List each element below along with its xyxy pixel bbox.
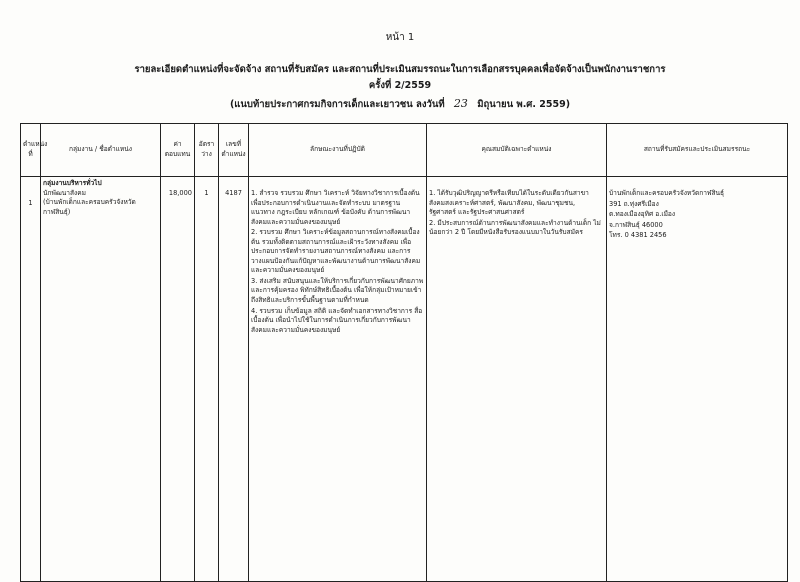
annex-suffix: มิถุนายน พ.ศ. 2559): [477, 99, 571, 110]
duty-item: 3. ส่งเสริม สนับสนุนและให้บริการเกี่ยวกับการพัฒนาศักยภาพและการคุ้มครอง พิทักษ์สิทธิเบื้องต้น เพื่อให้กลุ่มเป้าหมายเข้าถึงสิทธิและบริการขั้นพื้นฐานตามที่กำหนด: [251, 276, 424, 305]
location-line: โทร. 0 4381 2456: [609, 231, 667, 240]
col-header-salary: ค่าตอบแทน: [161, 124, 195, 177]
position-unit: (บ้านพักเด็กและครอบครัวจังหวัดกาฬสินธุ์): [43, 198, 136, 216]
qualification-item: 2. มีประสบการณ์ด้านการพัฒนาสังคมและทำงานด้านเด็ก ไม่น้อยกว่า 2 ปี โดยมีหนังสือรับรองแนบมาในวันรับสมัคร: [429, 218, 601, 237]
table-header-row: [21, 124, 788, 177]
vacancy-value: 1: [204, 189, 209, 197]
round-label: ครั้งที่ 2/2559: [368, 80, 432, 91]
location-line: จ.กาฬสินธุ์ 46000: [609, 220, 663, 229]
cell-no: [21, 177, 41, 582]
cell-location: [607, 177, 788, 582]
annex-line: [0, 97, 800, 112]
table-row: [21, 177, 788, 582]
location-line: บ้านพักเด็กและครอบครัวจังหวัดกาฬสินธุ์: [609, 189, 725, 197]
qualification-item: 1. ได้รับวุฒิปริญญาตรีหรือเทียบได้ในระดับเดียวกันสาขาสังคมสงเคราะห์ศาสตร์, พัฒนาสังคม, พัฒนาชุมชน, รัฐศาสตร์ และรัฐประศาสนศาสตร์: [429, 189, 589, 217]
duty-item: 2. รวบรวม ศึกษา วิเคราะห์ข้อมูลสถานการณ์ทางสังคมเบื้องต้น รวมทั้งติดตามสถานการณ์และเฝ้าระวังทางสังคม เพื่อประกอบการจัดทำรายงานสถานการณ์ทางสังคม และการวางแผนป้องกันแก้ปัญหาและพัฒนางานด้านการพัฒนาสังคมและความมั่นคงของมนุษย์: [251, 228, 421, 275]
cell-qualifications: [427, 177, 607, 582]
cell-vacancy: [195, 177, 219, 582]
col-header-vacancy: อัตราว่าง: [195, 124, 219, 177]
col-header-position: กลุ่มงาน / ชื่อตำแหน่ง: [41, 124, 161, 177]
col-header-no: ตำแหน่งที่: [21, 124, 41, 177]
annex-day: 23: [453, 97, 468, 110]
position-no-value: 4187: [225, 189, 242, 197]
duty-item: 4. รวบรวม เก็บข้อมูล สถิติ และจัดทำเอกสารทางวิชาการ สื่อเบื้องต้น เพื่อนำไปใช้ในการดำเนินการเกี่ยวกับการพัฒนาสังคมและความมั่นคงของมนุษย์: [251, 306, 423, 334]
salary-value: 18,000: [168, 189, 192, 197]
col-header-qualifications: คุณสมบัติเฉพาะตำแหน่ง: [427, 124, 607, 177]
col-header-location: สถานที่รับสมัครและประเมินสมรรถนะ: [607, 124, 788, 177]
col-header-position-no: เลขที่ตำแหน่ง: [219, 124, 249, 177]
annex-prefix: (แนบท้ายประกาศกรมกิจการเด็กและเยาวชน ลงวันที่: [229, 99, 445, 110]
cell-duties: [249, 177, 427, 582]
cell-salary: [161, 177, 195, 582]
location-line: ต.ทองเมืองอุทิศ อ.เมือง: [609, 210, 676, 219]
location-line: 391 ถ.ทุ่งศรีเมือง: [609, 199, 659, 208]
position-name: นักพัฒนาสังคม: [43, 188, 87, 197]
cell-position-no: [219, 177, 249, 582]
row-no: 1: [28, 199, 33, 207]
col-header-duties: ลักษณะงานที่ปฏิบัติ: [249, 124, 427, 177]
group-label: กลุ่มงานบริหารทั่วไป: [43, 179, 102, 187]
cell-position: [41, 177, 161, 582]
positions-table: [20, 123, 788, 582]
document-title: รายละเอียดตำแหน่งที่จะจัดจ้าง สถานที่รับสมัคร และสถานที่ประเมินสมรรถนะในการเลือกสรรบุคคลเพื่อจัดจ้างเป็นพนักงานราชการ: [134, 64, 666, 75]
duty-item: 1. สำรวจ รวบรวม ศึกษา วิเคราะห์ วิจัยทางวิชาการเบื้องต้น เพื่อประกอบการดำเนินงานและจัดทำระบบ มาตรฐาน แนวทาง กฎระเบียบ หลักเกณฑ์ ข้อบังคับ ด้านการพัฒนาสังคมและความมั่นคงของมนุษย์: [251, 189, 420, 226]
page-number: หน้า 1: [385, 32, 415, 43]
